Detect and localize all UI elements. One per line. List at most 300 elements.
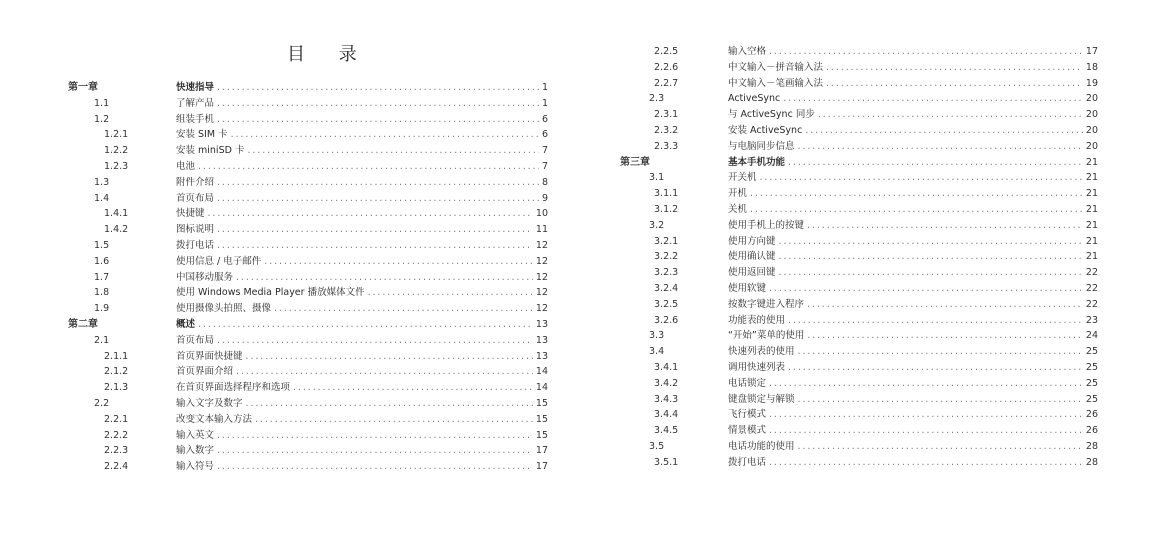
section-title: 电池: [176, 160, 196, 172]
toc-row[interactable]: [620, 281, 1098, 297]
dot-leader: [198, 159, 539, 175]
dot-leader: [783, 91, 1083, 107]
dot-leader: [788, 155, 1083, 171]
section-number: 2.1.1: [104, 350, 129, 362]
toc-row[interactable]: [620, 234, 1098, 250]
dot-leader: [798, 344, 1083, 360]
dot-leader: [750, 186, 1083, 202]
toc-row[interactable]: [620, 186, 1098, 202]
section-title: 使用确认键: [728, 251, 776, 263]
section-number: 2.2.7: [654, 77, 679, 89]
toc-row[interactable]: [68, 333, 548, 349]
section-number: 3.1.2: [654, 203, 679, 215]
dot-leader: [217, 112, 539, 128]
section-title: 输入空格: [728, 46, 767, 57]
toc-entry: [728, 392, 1098, 408]
section-number: 2.2: [94, 397, 110, 409]
page-number: 13: [535, 334, 548, 346]
page-number: 26: [1085, 425, 1098, 437]
dot-leader: [217, 80, 539, 96]
toc-entry: [176, 428, 548, 444]
section-title: 输入符号: [176, 461, 215, 473]
toc-row[interactable]: [68, 285, 548, 301]
page-number: 8: [541, 176, 548, 188]
section-title: 中文输入－拼音输入法: [728, 61, 824, 73]
page-number: 15: [535, 413, 548, 425]
section-title: 与 ActiveSync 同步: [728, 109, 815, 121]
section-title: 拨打电话: [728, 456, 767, 468]
section-title: 关机: [728, 203, 748, 215]
dot-leader: [807, 328, 1083, 344]
page-number: 24: [1085, 330, 1098, 342]
section-number: 1.2.1: [104, 129, 129, 141]
toc-entry: [728, 423, 1098, 439]
section-number: 2.2.1: [104, 413, 129, 425]
dot-leader: [217, 222, 533, 238]
dot-leader: [217, 333, 533, 349]
toc-entry: [728, 155, 1098, 171]
section-number: 3.4.3: [654, 393, 679, 405]
toc-entry: [728, 344, 1098, 360]
dot-leader: [807, 297, 1083, 313]
toc-row[interactable]: [620, 170, 1098, 186]
page-number: 7: [541, 145, 548, 157]
section-title: 使用信息 / 电子邮件: [176, 255, 262, 267]
toc-row[interactable]: [620, 376, 1098, 392]
dot-leader: [807, 218, 1083, 234]
toc-row[interactable]: [620, 297, 1098, 313]
toc-chapter-row[interactable]: [620, 155, 1098, 171]
toc-row[interactable]: [68, 428, 548, 444]
section-number: 2.3.2: [654, 124, 679, 136]
page-number: 13: [535, 318, 548, 330]
page-number: 23: [1085, 314, 1098, 326]
page-number: 28: [1085, 440, 1098, 452]
toc-row[interactable]: [68, 349, 548, 365]
dot-leader: [798, 439, 1083, 455]
section-title: 电话功能的使用: [728, 440, 795, 452]
page-number: 1: [541, 97, 548, 109]
page-number: 21: [1085, 172, 1098, 184]
toc-row[interactable]: [68, 127, 548, 143]
toc-row[interactable]: [68, 443, 548, 459]
section-title: 调用快速列表: [728, 361, 786, 373]
section-number: 3.2.1: [654, 235, 679, 247]
toc-row[interactable]: [620, 439, 1098, 455]
section-title: 输入数字: [176, 445, 215, 457]
toc-chapter-row[interactable]: [68, 80, 548, 96]
page-number: 15: [535, 397, 548, 409]
page-number: 7: [541, 160, 548, 172]
toc-row[interactable]: [68, 459, 548, 475]
section-number: 3.4.2: [654, 377, 679, 389]
section-number: 3.3: [649, 330, 665, 342]
section-title: 快速列表的使用: [728, 346, 795, 358]
section-title: 附件介绍: [176, 176, 215, 188]
section-number: 2.2.2: [104, 429, 129, 441]
section-number: 1.2.3: [104, 160, 129, 172]
dot-leader: [217, 191, 539, 207]
section-number: 1.7: [94, 271, 110, 283]
section-title: 快速指导: [176, 82, 215, 93]
section-title: 安装 SIM 卡: [176, 129, 228, 141]
dot-leader: [769, 407, 1083, 423]
toc-row[interactable]: [620, 360, 1098, 376]
section-title: 电话锁定: [728, 377, 767, 389]
page-number: 15: [535, 429, 548, 441]
dot-leader: [818, 107, 1083, 123]
page-number: 1: [541, 82, 548, 93]
page-number: 13: [535, 350, 548, 362]
dot-leader: [231, 127, 539, 143]
toc-entry: [728, 91, 1098, 107]
toc-row[interactable]: [620, 60, 1098, 76]
toc-entry: [176, 270, 548, 286]
toc-entry: [728, 265, 1098, 281]
toc-entry: [728, 360, 1098, 376]
page-number: 12: [535, 271, 548, 283]
section-number: 2.2.6: [654, 61, 679, 73]
section-title: 开机: [728, 188, 748, 200]
section-number: 1.4.1: [104, 208, 129, 220]
dot-leader: [769, 423, 1083, 439]
toc-row[interactable]: [620, 91, 1098, 107]
dot-leader: [255, 412, 533, 428]
section-title: 了解产品: [176, 97, 215, 109]
page-number: 19: [1085, 77, 1098, 89]
section-number: 1.1: [94, 97, 110, 109]
toc-entry: [728, 139, 1098, 155]
section-title: ActiveSync: [728, 93, 781, 105]
section-title: 首页布局: [176, 192, 215, 204]
toc-entry: [176, 301, 548, 317]
dot-leader: [805, 123, 1083, 139]
dot-leader: [247, 143, 539, 159]
toc-entry: [176, 96, 548, 112]
toc-row[interactable]: [620, 218, 1098, 234]
dot-leader: [217, 96, 539, 112]
toc-entry: [728, 313, 1098, 329]
section-title: 使用手机上的按键: [728, 219, 805, 231]
dot-leader: [217, 428, 533, 444]
toc-row[interactable]: [68, 270, 548, 286]
toc-entry: [728, 218, 1098, 234]
section-title: 开关机: [728, 172, 757, 184]
section-title: 首页界面快捷键: [176, 350, 243, 362]
section-title: 首页布局: [176, 334, 215, 346]
toc-entry: [176, 412, 548, 428]
toc-chapter-row[interactable]: [68, 317, 548, 333]
toc-entry: [728, 297, 1098, 313]
section-title: 图标说明: [176, 224, 215, 236]
toc-entry: [728, 170, 1098, 186]
section-title: 飞行模式: [728, 409, 767, 421]
toc-entry: [176, 254, 548, 270]
toc-entry: [176, 333, 548, 349]
page-number: 17: [1085, 46, 1098, 57]
dot-leader: [217, 238, 533, 254]
toc-row[interactable]: [68, 112, 548, 128]
toc-entry: [176, 396, 548, 412]
toc-entry: [728, 107, 1098, 123]
section-number: 1.5: [94, 239, 110, 251]
section-title: 功能表的使用: [728, 314, 786, 326]
page-number: 25: [1085, 393, 1098, 405]
toc-row[interactable]: [68, 301, 548, 317]
toc-row[interactable]: [68, 380, 548, 396]
page-number: 22: [1085, 267, 1098, 279]
page-number: 22: [1085, 298, 1098, 310]
page-number: 11: [535, 224, 548, 236]
toc-row[interactable]: [620, 76, 1098, 92]
toc-row[interactable]: [620, 265, 1098, 281]
section-title: “开始”菜单的使用: [728, 330, 805, 342]
section-number: 3.1: [649, 172, 665, 184]
dot-leader: [769, 44, 1083, 60]
section-title: 按数字键进入程序: [728, 298, 805, 310]
toc-row[interactable]: [620, 392, 1098, 408]
dot-leader: [217, 459, 533, 475]
toc-row[interactable]: [68, 191, 548, 207]
section-title: 快捷键: [176, 208, 205, 220]
toc-row[interactable]: [620, 249, 1098, 265]
section-number: 2.3.3: [654, 140, 679, 152]
dot-leader: [246, 396, 533, 412]
section-title: 安装 ActiveSync: [728, 124, 803, 136]
toc-entry: [728, 455, 1098, 471]
toc-row[interactable]: [68, 254, 548, 270]
section-number: 3.4.1: [654, 361, 679, 373]
toc-entry: [176, 285, 548, 301]
dot-leader: [769, 281, 1083, 297]
section-title: 首页界面介绍: [176, 366, 234, 378]
toc-row[interactable]: [68, 206, 548, 222]
section-number: 3.2.2: [654, 251, 679, 263]
section-title: 键盘锁定与解锁: [728, 393, 795, 405]
toc-entry: [728, 234, 1098, 250]
section-number: 2.2.4: [104, 461, 129, 473]
dot-leader: [798, 139, 1083, 155]
section-number: 3.4.4: [654, 409, 679, 421]
section-number: 3.2.4: [654, 282, 679, 294]
section-number: 3.1.1: [654, 188, 679, 200]
section-number: 第二章: [68, 318, 98, 330]
page-number: 12: [535, 287, 548, 299]
section-number: 2.1.2: [104, 366, 129, 378]
toc-row[interactable]: [620, 44, 1098, 60]
toc-entry: [728, 328, 1098, 344]
page-number: 20: [1085, 93, 1098, 105]
toc-row[interactable]: [620, 328, 1098, 344]
dot-leader: [198, 317, 533, 333]
toc-row[interactable]: [620, 139, 1098, 155]
section-number: 1.4.2: [104, 224, 129, 236]
page-number: 14: [535, 366, 548, 378]
dot-leader: [264, 254, 533, 270]
section-number: 3.2.6: [654, 314, 679, 326]
dot-leader: [779, 265, 1083, 281]
section-title: 拨打电话: [176, 239, 215, 251]
toc-right-column: [620, 44, 1098, 471]
section-number: 2.3.1: [654, 109, 679, 121]
dot-leader: [826, 60, 1083, 76]
toc-entry: [176, 206, 548, 222]
toc-row[interactable]: [620, 202, 1098, 218]
toc-entry: [728, 76, 1098, 92]
toc-entry: [728, 186, 1098, 202]
toc-row[interactable]: [68, 143, 548, 159]
section-title: 组装手机: [176, 113, 215, 125]
page-number: 21: [1085, 219, 1098, 231]
section-number: 2.2.3: [104, 445, 129, 457]
dot-leader: [788, 360, 1083, 376]
section-title: 安装 miniSD 卡: [176, 145, 245, 157]
toc-row[interactable]: [620, 107, 1098, 123]
section-title: 使用方向键: [728, 235, 776, 247]
dot-leader: [779, 234, 1083, 250]
section-title: 情景模式: [728, 425, 767, 437]
section-number: 3.4: [649, 346, 665, 358]
section-title: 使用返回键: [728, 267, 776, 279]
page-number: 25: [1085, 361, 1098, 373]
page-number: 12: [535, 239, 548, 251]
section-title: 中文输入－笔画输入法: [728, 77, 824, 89]
toc-row[interactable]: [620, 313, 1098, 329]
dot-leader: [769, 376, 1083, 392]
section-number: 第三章: [620, 156, 650, 168]
toc-entry: [176, 175, 548, 191]
page-number: 21: [1085, 235, 1098, 247]
toc-row[interactable]: [68, 96, 548, 112]
page-number: 14: [535, 382, 548, 394]
toc-entry: [176, 112, 548, 128]
toc-entry: [728, 44, 1098, 60]
section-number: 1.2: [94, 113, 110, 125]
toc-entry: [728, 376, 1098, 392]
dot-leader: [236, 270, 533, 286]
page-number: 28: [1085, 456, 1098, 468]
page-number: 25: [1085, 346, 1098, 358]
page-number: 26: [1085, 409, 1098, 421]
section-title: 输入文字及数字: [176, 397, 243, 409]
toc-entry: [176, 191, 548, 207]
toc-entry: [728, 202, 1098, 218]
page-title: 目 录: [287, 44, 371, 65]
dot-leader: [798, 392, 1083, 408]
toc-row[interactable]: [68, 412, 548, 428]
section-title: 中国移动服务: [176, 271, 234, 283]
section-number: 3.5.1: [654, 456, 679, 468]
toc-entry: [728, 281, 1098, 297]
section-title: 与电脑同步信息: [728, 140, 795, 152]
dot-leader: [760, 170, 1083, 186]
dot-leader: [236, 364, 533, 380]
section-number: 3.4.5: [654, 425, 679, 437]
section-number: 3.2: [649, 219, 665, 231]
page-number: 17: [535, 445, 548, 457]
toc-entry: [176, 222, 548, 238]
page-number: 21: [1085, 251, 1098, 263]
dot-leader: [769, 455, 1083, 471]
section-number: 2.3: [649, 93, 665, 105]
toc-row[interactable]: [68, 396, 548, 412]
toc-entry: [176, 127, 548, 143]
page-number: 25: [1085, 377, 1098, 389]
section-title: 使用摄像头拍照、摄像: [176, 303, 272, 315]
dot-leader: [368, 285, 533, 301]
toc-entry: [728, 249, 1098, 265]
toc-row[interactable]: [620, 123, 1098, 139]
toc-entry: [176, 317, 548, 333]
toc-entry: [176, 443, 548, 459]
dot-leader: [779, 249, 1083, 265]
toc-row[interactable]: [620, 423, 1098, 439]
dot-leader: [246, 349, 533, 365]
page-number: 20: [1085, 124, 1098, 136]
section-title: 输入英文: [176, 429, 215, 441]
toc-entry: [728, 407, 1098, 423]
dot-leader: [217, 443, 533, 459]
page-number: 12: [535, 303, 548, 315]
dot-leader: [217, 175, 539, 191]
toc-entry: [728, 123, 1098, 139]
section-number: 2.1.3: [104, 382, 129, 394]
section-number: 1.4: [94, 192, 110, 204]
toc-entry: [176, 459, 548, 475]
dot-leader: [750, 202, 1083, 218]
page-number: 20: [1085, 109, 1098, 121]
toc-entry: [176, 159, 548, 175]
section-number: 2.2.5: [654, 46, 679, 57]
section-number: 1.3: [94, 176, 110, 188]
page-number: 21: [1085, 156, 1098, 168]
page-number: 17: [535, 461, 548, 473]
page-number: 6: [541, 113, 548, 125]
toc-row[interactable]: [68, 222, 548, 238]
toc-entry: [176, 238, 548, 254]
toc-row[interactable]: [68, 238, 548, 254]
dot-leader: [788, 313, 1083, 329]
toc-left-column: [68, 80, 548, 475]
page-number: 12: [535, 255, 548, 267]
page-number: 21: [1085, 203, 1098, 215]
toc-row[interactable]: [620, 407, 1098, 423]
toc-row[interactable]: [68, 159, 548, 175]
toc-row[interactable]: [620, 344, 1098, 360]
toc-entry: [728, 60, 1098, 76]
section-number: 3.2.3: [654, 267, 679, 279]
section-number: 第一章: [68, 82, 98, 93]
page-number: 6: [541, 129, 548, 141]
page-number: 21: [1085, 188, 1098, 200]
section-title: 在首页界面选择程序和选项: [176, 382, 291, 394]
section-title: 使用软键: [728, 282, 767, 294]
section-number: 1.8: [94, 287, 110, 299]
toc-entry: [176, 380, 548, 396]
dot-leader: [274, 301, 533, 317]
section-title: 使用 Windows Media Player 播放媒体文件: [176, 287, 365, 299]
page-number: 18: [1085, 61, 1098, 73]
toc-row[interactable]: [620, 455, 1098, 471]
page-number: 9: [541, 192, 548, 204]
toc-row[interactable]: [68, 364, 548, 380]
section-title: 概述: [176, 318, 196, 330]
toc-entry: [176, 143, 548, 159]
section-number: 1.9: [94, 303, 110, 315]
toc-row[interactable]: [68, 175, 548, 191]
section-number: 3.2.5: [654, 298, 679, 310]
section-title: 基本手机功能: [728, 156, 786, 168]
